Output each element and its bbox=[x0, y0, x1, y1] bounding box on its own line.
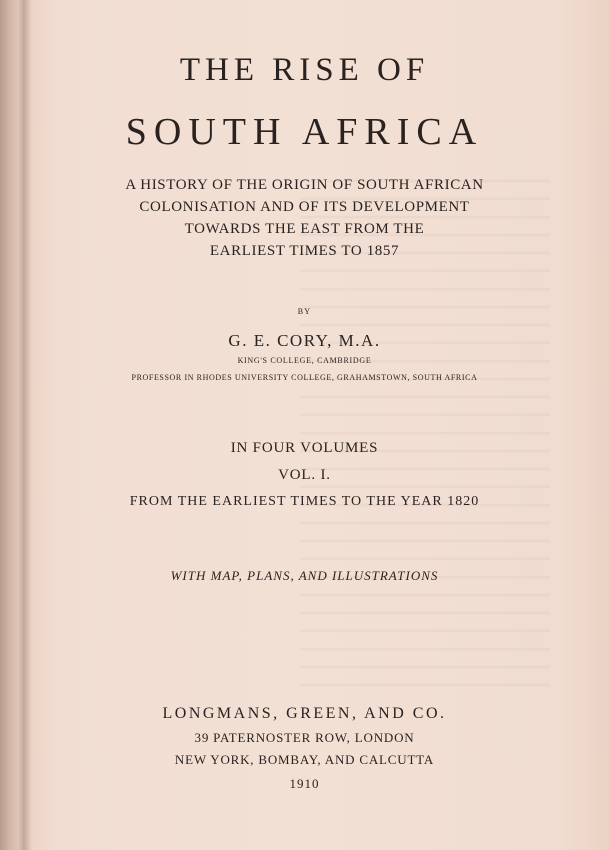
publisher-name: LONGMANS, GREEN, AND CO. bbox=[162, 705, 447, 722]
title-line-1: THE RISE OF bbox=[179, 52, 430, 88]
volumes-statement: IN FOUR VOLUMES bbox=[230, 440, 379, 456]
by-label: BY bbox=[297, 307, 312, 316]
author-name: G. E. CORY, M.A. bbox=[228, 331, 381, 350]
subtitle-line-3: TOWARDS THE EAST FROM THE bbox=[184, 221, 425, 237]
illustrations-note: WITH MAP, PLANS, AND ILLUSTRATIONS bbox=[170, 568, 439, 583]
title-line-2: SOUTH AFRICA bbox=[125, 111, 484, 153]
publisher-address-2: NEW YORK, BOMBAY, AND CALCUTTA bbox=[174, 752, 435, 767]
volume-range: FROM THE EARLIEST TIMES TO THE YEAR 1820 bbox=[129, 494, 480, 509]
author-college: KING'S COLLEGE, CAMBRIDGE bbox=[237, 356, 372, 365]
volume-number: VOL. I. bbox=[278, 467, 331, 483]
publisher-address-1: 39 PATERNOSTER ROW, LONDON bbox=[194, 730, 415, 745]
subtitle-line-4: EARLIEST TIMES TO 1857 bbox=[209, 243, 400, 259]
publication-year: 1910 bbox=[289, 776, 320, 791]
author-professorship: PROFESSOR IN RHODES UNIVERSITY COLLEGE, GRAHAMSTOWN, SOUTH AFRICA bbox=[131, 373, 478, 382]
subtitle-line-2: COLONISATION AND OF ITS DEVELOPMENT bbox=[139, 199, 470, 215]
subtitle-line-1: A HISTORY OF THE ORIGIN OF SOUTH AFRICAN bbox=[125, 177, 484, 193]
